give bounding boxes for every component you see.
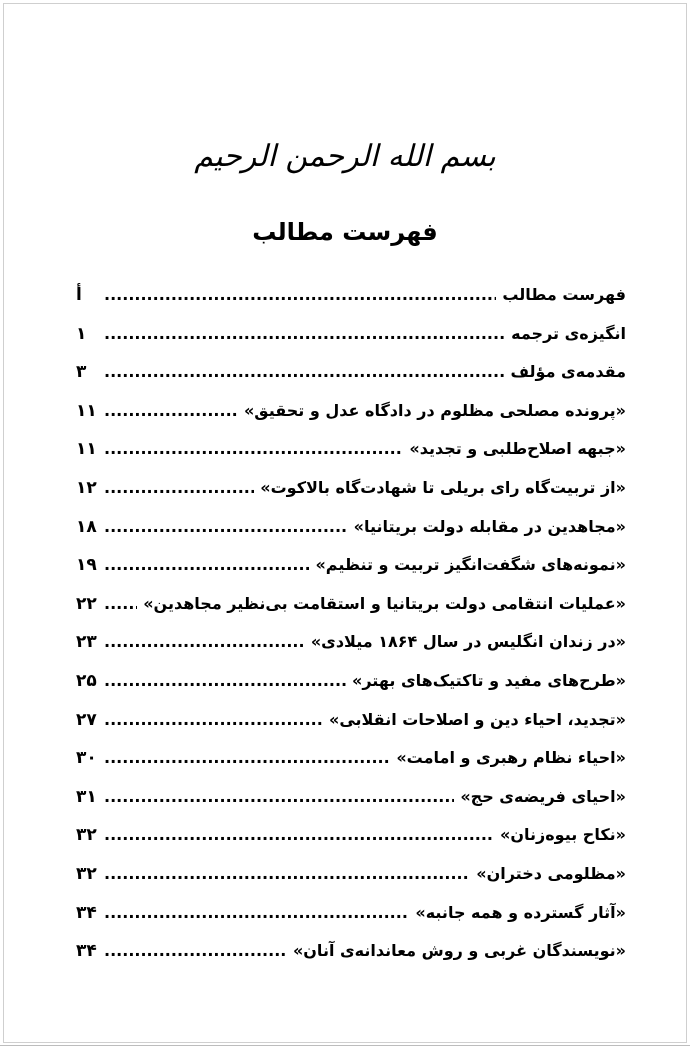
toc-entry-page-number: ۲۵ [76, 670, 97, 691]
table-of-contents [76, 276, 626, 971]
toc-entry [76, 623, 626, 662]
toc-dot-leader [104, 430, 403, 469]
toc-dot-leader [104, 276, 496, 315]
toc-entry-page-number: ۳۰ [76, 748, 97, 769]
toc-dot-leader [104, 739, 390, 778]
toc-entry-label: «نمونه‌های شگفت‌انگیز تربیت و تنظیم» [315, 555, 626, 575]
toc-entry [76, 508, 626, 547]
toc-entry-page-number: أ [76, 285, 82, 305]
toc-entry-label: «نویسندگان غربی و روش معاندانه‌ی آنان» [292, 941, 626, 961]
toc-entry-page-number: ۲۳ [76, 632, 97, 653]
toc-entry [76, 855, 626, 894]
toc-entry-label: «آثار گسترده و همه جانبه» [415, 902, 626, 922]
toc-entry-page-number: ۳ [76, 362, 87, 383]
toc-entry-label: «تجدید، احیاء دین و اصلاحات انقلابی» [329, 709, 626, 729]
toc-dot-leader [104, 662, 346, 701]
toc-dot-leader [104, 585, 137, 624]
toc-dot-leader [104, 623, 305, 662]
toc-dot-leader [104, 315, 505, 354]
toc-entry-label: فهرست مطالب [502, 285, 626, 304]
toc-dot-leader [104, 816, 494, 855]
toc-entry-label: مقدمه‌ی مؤلف [510, 362, 626, 382]
page-bottom-divider [0, 1045, 690, 1046]
toc-entry [76, 739, 626, 778]
toc-entry-page-number: ۱۲ [76, 477, 97, 498]
toc-dot-leader [104, 932, 287, 971]
toc-entry-label: «مظلومی دختران» [476, 863, 626, 883]
toc-entry-label: «طرح‌های مفید و تاکتیک‌های بهتر» [352, 670, 626, 690]
toc-entry-page-number: ۲۲ [76, 593, 97, 614]
toc-dot-leader [104, 546, 309, 585]
toc-entry [76, 932, 626, 971]
toc-dot-leader [104, 469, 254, 508]
toc-entry-page-number: ۳۴ [76, 941, 97, 962]
toc-dot-leader [104, 508, 348, 547]
toc-dot-leader [104, 392, 238, 431]
toc-entry-label: «احیای فریضه‌ی حج» [460, 786, 626, 806]
toc-entry [76, 816, 626, 855]
toc-entry-page-number: ۱ [76, 323, 87, 344]
toc-entry-page-number: ۲۷ [76, 709, 97, 730]
toc-entry-page-number: ۱۹ [76, 555, 97, 576]
toc-entry [76, 546, 626, 585]
basmala: بسم الله الرحمن الرحیم [194, 139, 496, 174]
toc-entry-page-number: ۳۱ [76, 786, 97, 807]
toc-entry-page-number: ۳۲ [76, 825, 97, 846]
toc-entry-page-number: ۱۸ [76, 516, 97, 537]
toc-entry-page-number: ۳۴ [76, 902, 97, 923]
toc-entry [76, 662, 626, 701]
page-title: فهرست مطالب [252, 218, 438, 246]
toc-dot-leader [104, 894, 409, 933]
toc-entry [76, 315, 626, 354]
toc-entry-page-number: ۱۱ [76, 439, 97, 460]
toc-entry-label: «در زندان انگلیس در سال ۱۸۶۴ میلادی» [310, 632, 626, 652]
toc-entry [76, 276, 626, 315]
toc-entry-label: «جبهه اصلاح‌طلبی و تجدید» [409, 439, 626, 459]
toc-entry-page-number: ۳۲ [76, 863, 97, 884]
toc-dot-leader [104, 701, 323, 740]
toc-entry [76, 778, 626, 817]
toc-entry [76, 353, 626, 392]
toc-entry [76, 430, 626, 469]
toc-entry-label: «مجاهدین در مقابله دولت بریتانیا» [353, 516, 626, 536]
toc-entry-label: «نکاح بیوه‌زنان» [500, 825, 626, 845]
toc-entry [76, 469, 626, 508]
toc-entry [76, 392, 626, 431]
toc-entry-label: «عملیات انتقامی دولت بریتانیا و استقامت بی‌نظیر مجاهدین» [143, 593, 626, 613]
toc-dot-leader [104, 778, 454, 817]
toc-entry [76, 585, 626, 624]
toc-entry-page-number: ۱۱ [76, 400, 97, 421]
toc-entry [76, 894, 626, 933]
toc-dot-leader [104, 855, 470, 894]
toc-entry-label: «از تربیت‌گاه رای بریلی تا شهادت‌گاه بالاکوت» [260, 477, 626, 497]
toc-entry [76, 701, 626, 740]
toc-dot-leader [104, 353, 504, 392]
toc-entry-label: انگیزه‌ی ترجمه [511, 323, 626, 343]
toc-entry-label: «پرونده مصلحی مظلوم در دادگاه عدل و تحقیق» [243, 400, 626, 420]
toc-entry-label: «احیاء نظام رهبری و امامت» [396, 748, 626, 768]
